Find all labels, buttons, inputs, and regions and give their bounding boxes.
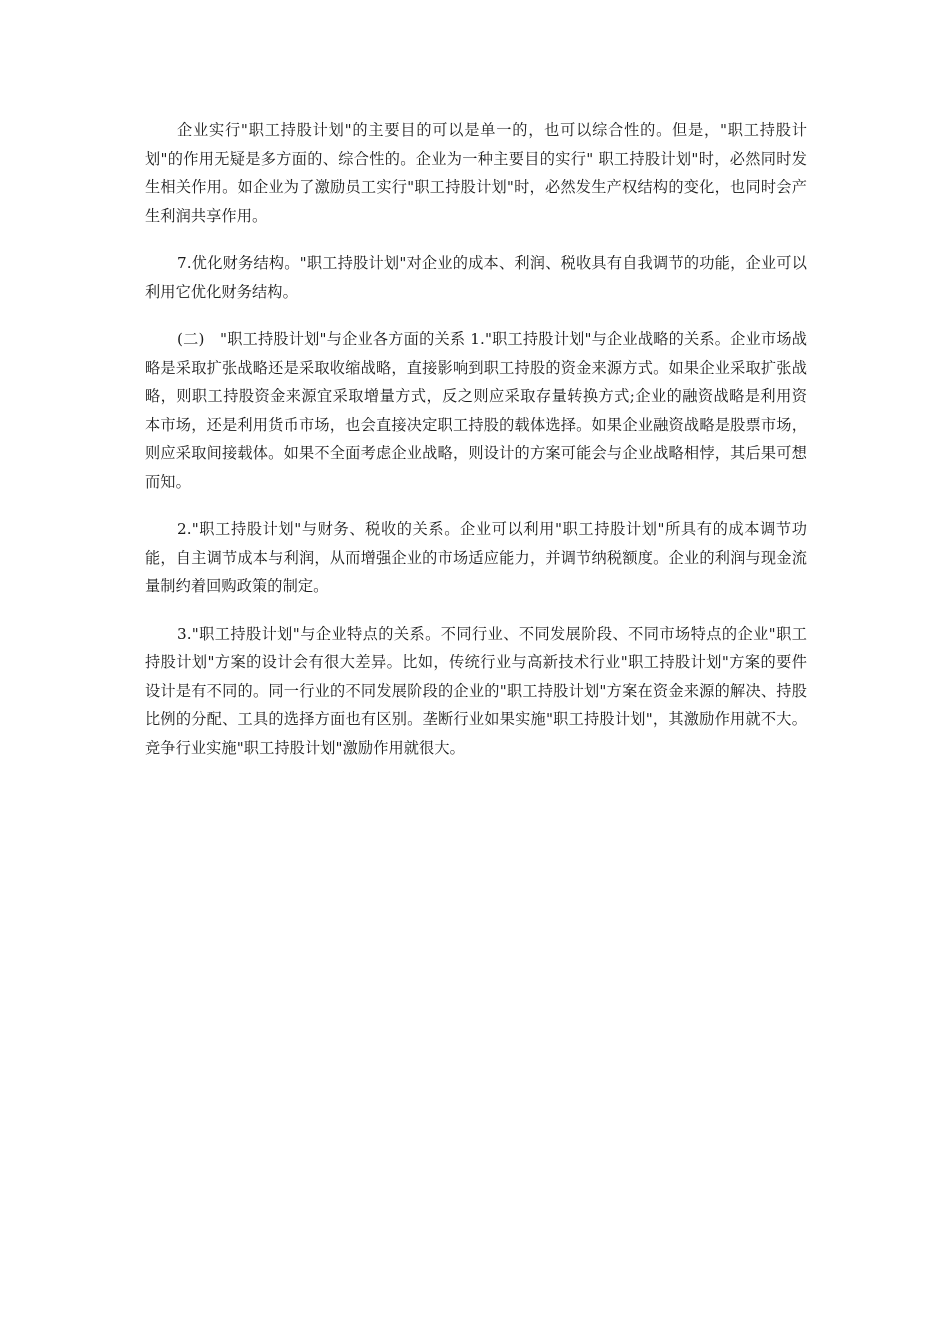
paragraph-strategy-relation: (二) "职工持股计划"与企业各方面的关系 1."职工持股计划"与企业战略的关系。企业市场战略是采取扩张战略还是采取收缩战略，直接影响到职工持股的资金来源方式。如果企业采取扩张战略，则职工持股资金来源宜采取增量方式，反之则应采取存量转换方式;企业的融资战略是利用资本市场，还是利用货币市场，也会直接决定职工持股的载体选择。如果企业融资战略是股票市场，则应采取间接载体。如果不全面考虑企业战略，则设计的方案可能会与企业战略相悖，其后果可想而知。 bbox=[145, 330, 807, 491]
paragraph-financial-structure: 7.优化财务结构。"职工持股计划"对企业的成本、利润、税收具有自我调节的功能，企业可以利用它优化财务结构。 bbox=[145, 254, 807, 301]
paragraph-enterprise-features-relation: 3."职工持股计划"与企业特点的关系。不同行业、不同发展阶段、不同市场特点的企业"职工持股计划"方案的设计会有很大差异。比如，传统行业与高新技术行业"职工持股计划"方案的要件设计是有不同的。同一行业的不同发展阶段的企业的"职工持股计划"方案在资金来源的解决、持股比例的分配、工具的选择方面也有区别。垄断行业如果实施"职工持股计划"，其激励作用就不大。竞争行业实施"职工持股计划"激励作用就很大。 bbox=[145, 624, 807, 757]
paragraph-finance-tax-relation: 2."职工持股计划"与财务、税收的关系。企业可以利用"职工持股计划"所具有的成本调节功能，自主调节成本与利润，从而增强企业的市场适应能力，并调节纳税额度。企业的利润与现金流量制约着回购政策的制定。 bbox=[145, 520, 807, 595]
paragraph-purpose: 企业实行"职工持股计划"的主要目的可以是单一的，也可以综合性的。但是，"职工持股计划"的作用无疑是多方面的、综合性的。企业为一种主要目的实行" 职工持股计划"时，必然同时发生相关作用。如企业为了激励员工实行"职工持股计划"时，必然发生产权结构的变化，也同时会产生利润共享作用。 bbox=[145, 121, 807, 225]
document-body bbox=[145, 116, 807, 781]
